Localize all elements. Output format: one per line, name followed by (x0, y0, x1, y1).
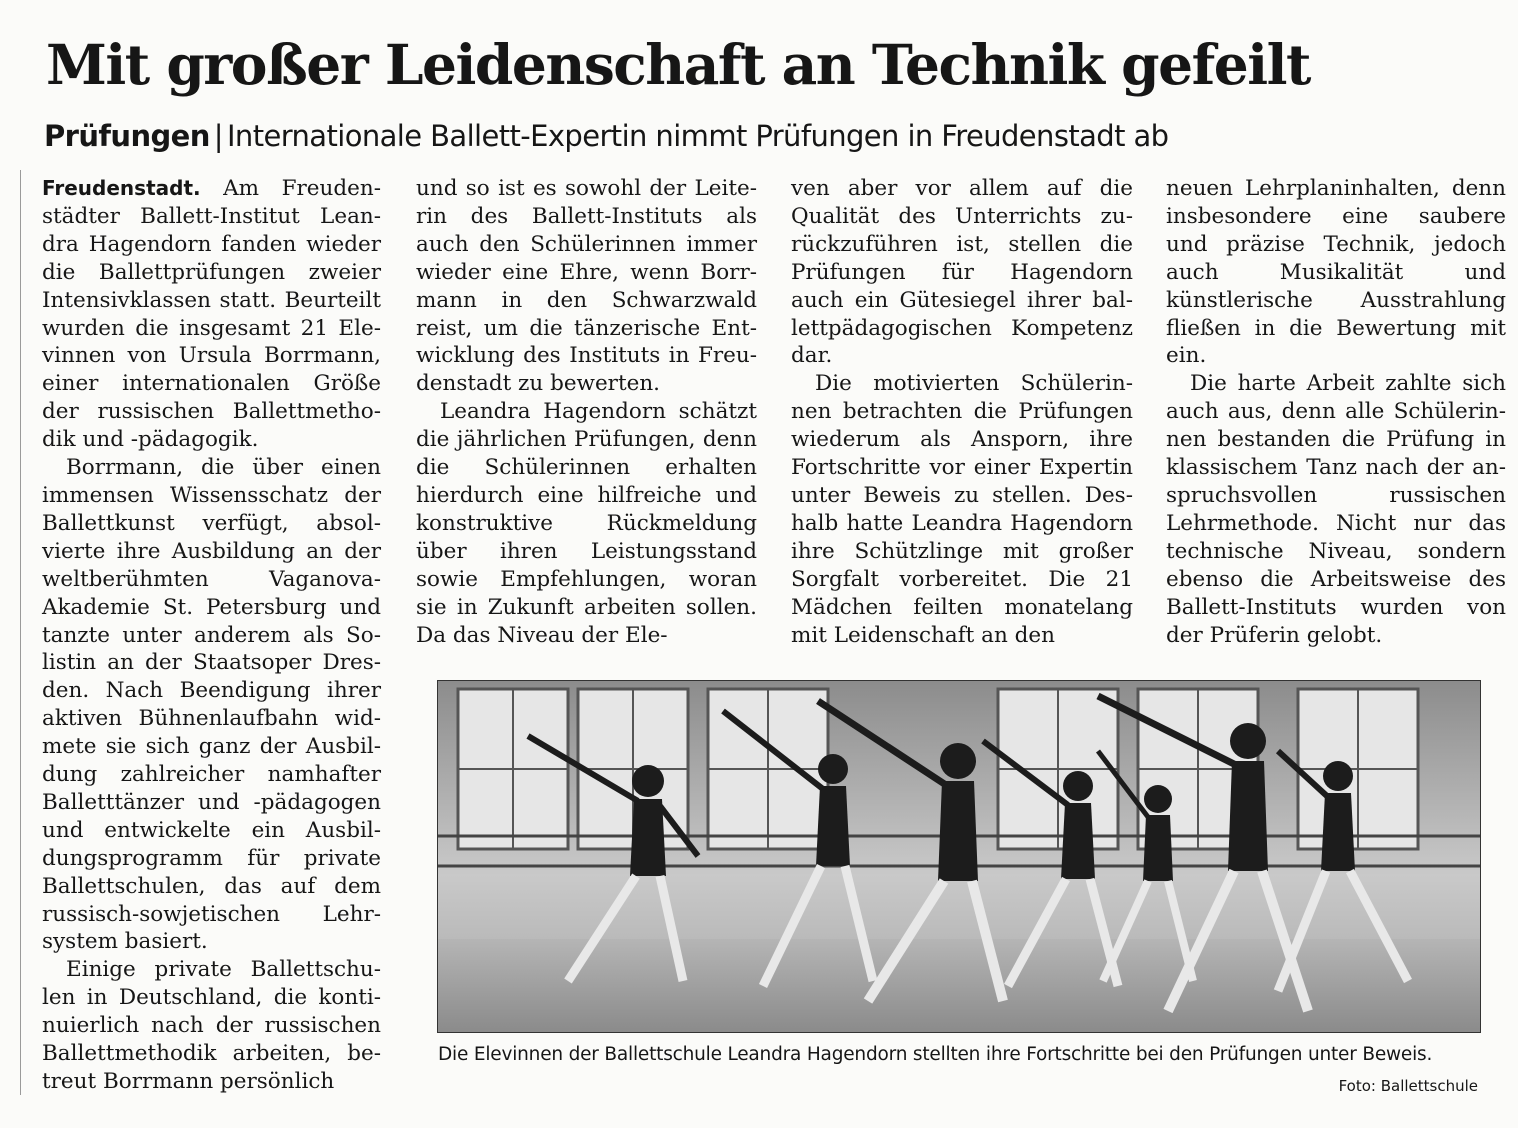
headline: Mit großer Leidenschaft an Technik gefeilt (46, 32, 1310, 97)
article-column-4 (1166, 175, 1506, 649)
paragraph: neuen Lehrplaninhalten, denn insbesondere eine saubere und präzise Technik, jedoch auch Musikalität und künstlerische Ausstrahlung fließen in die Bewertung mit ein. (1166, 176, 1506, 369)
ballet-photo (437, 680, 1481, 1033)
ballet-photo-image (438, 681, 1481, 1033)
kicker: Prüfungen (44, 119, 210, 153)
paragraph-text: Am Freudenstädter Ballett-Institut Leandra Hagendorn fanden wieder die Ballettprüfungen zweier Intensivklassen statt. Beurteilt wurden die insgesamt 21 Elevinnen von Ursula Borrmann, einer internationalen Größe der russischen Ballettmethodik und -pädagogik. (42, 176, 381, 453)
photo-caption: Die Elevinnen der Ballettschule Leandra Hagendorn stellten ihre Fortschritte bei den Prüfungen unter Beweis. (438, 1044, 1433, 1065)
paragraph: Borrmann, die über einen immensen Wissensschatz der Ballettkunst verfügt, absolvierte ihre Ausbildung an der weltberühmten Vaganova-Akademie St. Petersburg und tanzte unter anderem als Solistin an der Staatsoper Dresden. Nach Beendigung ihrer aktiven Bühnenlaufbahn widmete sie sich ganz der Ausbildung zahlreicher namhafter Balletttänzer und -pädagogen und entwickelte ein Ausbildungsprogramm für private Ballettschulen, das auf dem russisch-sowjetischen Lehrsystem basiert. (42, 455, 381, 955)
paragraph: Die harte Arbeit zahlte sich auch aus, denn alle Schülerinnen bestanden die Prüfung in klassischem Tanz nach der anspruchsvollen russischen Lehrmethode. Nicht nur das technische Niveau, sondern ebenso die Arbeitsweise des Ballett-Instituts wurden von der Prüferin gelobt. (1166, 371, 1506, 648)
article-column-3 (791, 175, 1133, 649)
subheadline: Internationale Ballett-Expertin nimmt Prüfungen in Freudenstadt ab (226, 119, 1169, 153)
paragraph: und so ist es sowohl der Leiterin des Ballett-Instituts als auch den Schülerinnen immer wieder eine Ehre, wenn Borrmann in den Schwarzwald reist, um die tänzerische Entwicklung des Instituts in Freudenstadt zu bewerten. (416, 176, 757, 397)
column-rule (20, 170, 21, 1095)
paragraph: Leandra Hagendorn schätzt die jährlichen Prüfungen, denn die Schülerinnen erhalten hierdurch eine hilfreiche und konstruktive Rückmeldung über ihren Leistungsstand sowie Empfehlungen, woran sie in Zukunft arbeiten sollen. Da das Niveau der Ele- (416, 399, 757, 648)
paragraph: ven aber vor allem auf die Qualität des Unterrichts zurückzuführen ist, stellen die Prüfungen für Hagendorn auch ein Gütesiegel ihrer ballettpädagogischen Kompetenz dar. (791, 176, 1133, 369)
dateline: Freudenstadt. (42, 176, 201, 200)
subheadline-row (44, 116, 1464, 156)
kicker-separator: | (213, 119, 223, 153)
paragraph (42, 175, 381, 454)
paragraph: Einige private Ballettschulen in Deutschland, die kontinuierlich nach der russischen Ballettmethodik arbeiten, betreut Borrmann persönlich (42, 957, 381, 1094)
photo-credit: Foto: Ballettschule (1338, 1077, 1478, 1095)
studio-floor (438, 939, 1481, 1033)
paragraph: Die motivierten Schülerinnen betrachten die Prüfungen wiederum als Ansporn, ihre Fortschritte vor einer Expertin unter Beweis zu stellen. Deshalb hatte Leandra Hagendorn ihre Schützlinge mit großer Sorgfalt vorbereitet. Die 21 Mädchen feilten monatelang mit Leidenschaft an den (791, 371, 1133, 648)
article-column-2 (416, 175, 757, 649)
article-column-1 (42, 175, 381, 1096)
